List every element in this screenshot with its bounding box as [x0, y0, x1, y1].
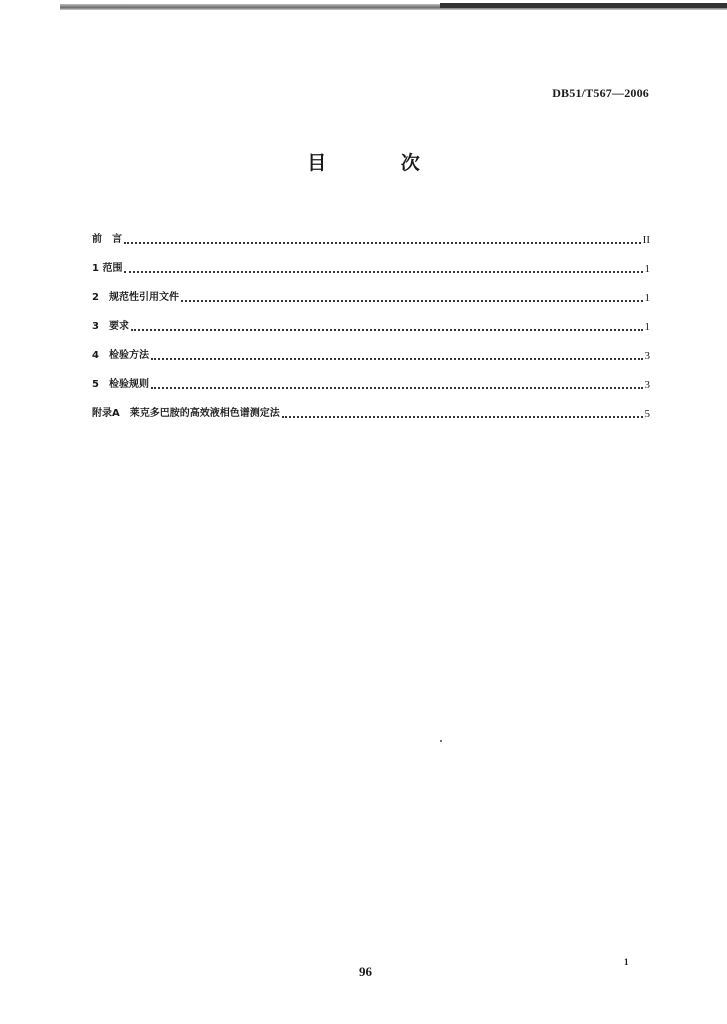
scan-speck: [440, 740, 442, 742]
toc-entry-test-methods[interactable]: [92, 334, 650, 363]
toc-entry-appendix-a[interactable]: [92, 392, 650, 421]
toc-label: 5 检验规则: [92, 379, 149, 390]
toc-entry-normative-references[interactable]: [92, 276, 650, 305]
document-code: DB51/T567—2006: [552, 86, 649, 100]
toc-page: 5: [644, 408, 650, 420]
toc-page: 1: [644, 263, 650, 275]
toc-leader-dots: [151, 358, 643, 360]
toc-label: 3 要求: [92, 321, 129, 332]
toc-page: 3: [644, 379, 650, 391]
scan-edge-dark: [440, 3, 727, 8]
toc-leader-dots: [181, 300, 643, 302]
toc-entry-requirements[interactable]: [92, 305, 650, 334]
toc-page: II: [642, 234, 650, 246]
toc-page: 1: [644, 321, 650, 333]
toc-leader-dots: [124, 242, 641, 244]
toc-entry-foreword[interactable]: [92, 218, 650, 247]
toc-entry-inspection-rules[interactable]: [92, 363, 650, 392]
toc-leader-dots: [282, 416, 643, 418]
toc-leader-dots: [151, 387, 643, 389]
toc-label: 2 规范性引用文件: [92, 292, 179, 303]
page-title: 目 次: [307, 152, 454, 174]
toc-leader-dots: [124, 271, 642, 273]
toc-page: 3: [644, 350, 650, 362]
toc-label: 附录A 莱克多巴胺的高效液相色谱测定法: [92, 408, 280, 419]
toc-page: 1: [644, 292, 650, 304]
table-of-contents: [92, 218, 650, 421]
toc-label: 4 检验方法: [92, 350, 149, 361]
toc-label: 1 范围: [92, 263, 123, 274]
toc-entry-scope[interactable]: [92, 247, 650, 276]
page-number: 96: [359, 964, 372, 979]
toc-label: 前 言: [92, 234, 122, 245]
toc-leader-dots: [131, 329, 643, 331]
corner-mark: 1: [624, 957, 629, 967]
